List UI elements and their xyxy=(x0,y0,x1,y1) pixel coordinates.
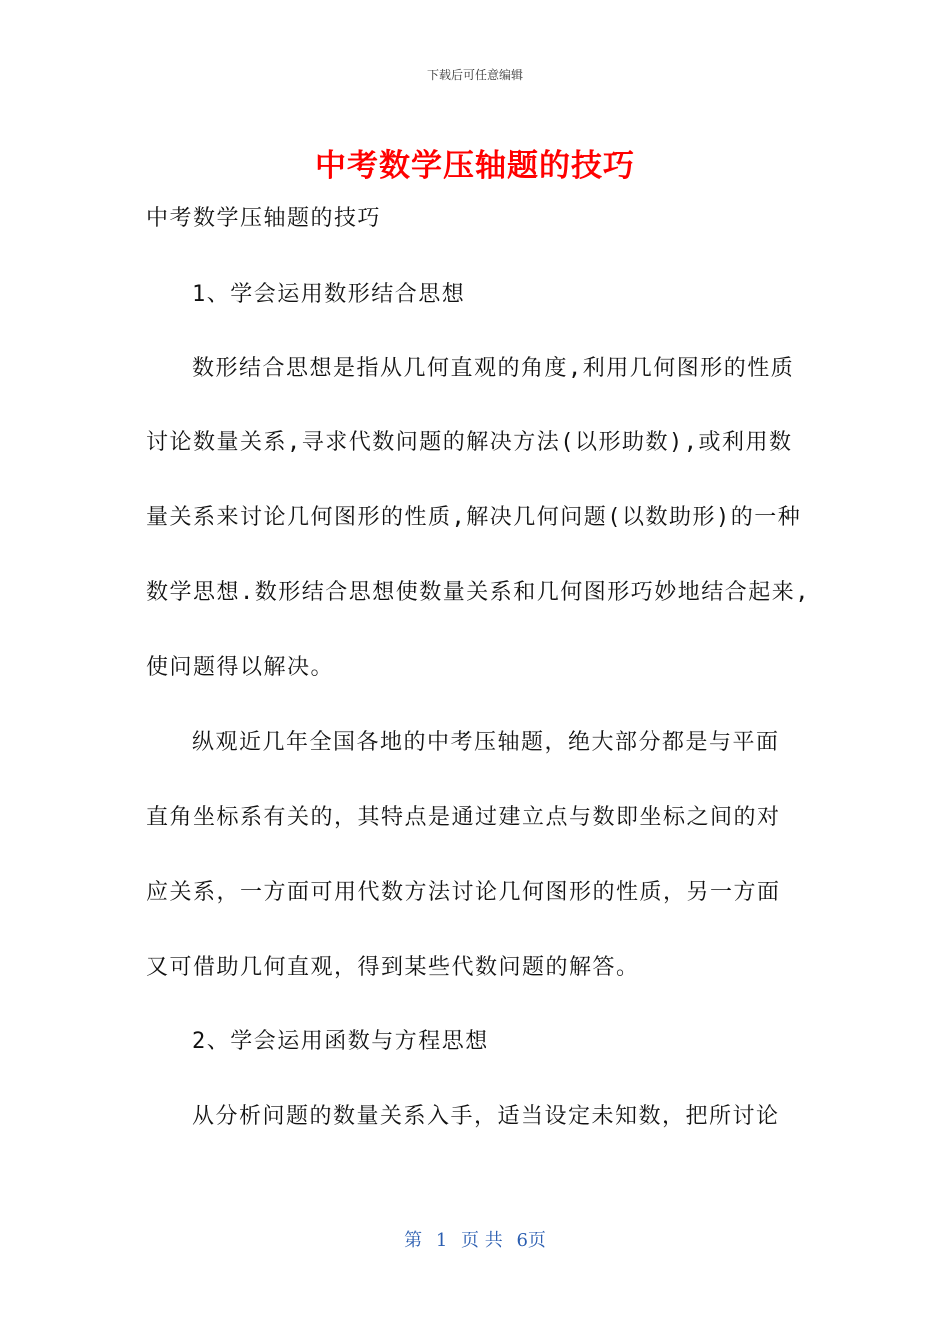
footer-prefix: 第 xyxy=(404,1230,423,1251)
body-line: 数形结合思想是指从几何直观的角度,利用几何图形的性质 xyxy=(192,356,795,381)
footer-page-number: 1 xyxy=(435,1230,448,1251)
document-title: 中考数学压轴题的技巧 xyxy=(315,148,635,184)
body-line: 应关系，一方面可用代数方法讨论几何图形的性质，另一方面 xyxy=(146,880,781,905)
header-note: 下载后可任意编辑 xyxy=(426,68,523,82)
page-footer xyxy=(0,1226,950,1252)
body-line: 又可借助几何直观，得到某些代数问题的解答。 xyxy=(146,955,640,980)
body-line: 讨论数量关系,寻求代数问题的解决方法(以形助数),或利用数 xyxy=(146,430,793,455)
body-line-section-2: 2、学会运用函数与方程思想 xyxy=(192,1029,489,1054)
footer-middle: 页 共 xyxy=(461,1230,503,1251)
body-line-subtitle: 中考数学压轴题的技巧 xyxy=(146,206,382,231)
body-line: 量关系来讨论几何图形的性质,解决几何问题(以数助形)的一种 xyxy=(146,505,802,530)
body-line: 直角坐标系有关的，其特点是通过建立点与数即坐标之间的对 xyxy=(146,805,781,830)
body-line: 使问题得以解决。 xyxy=(146,655,335,680)
footer-total: 6页 xyxy=(516,1230,546,1251)
body-line: 从分析问题的数量关系入手，适当设定未知数，把所讨论 xyxy=(192,1104,780,1129)
body-line-section-1: 1、学会运用数形结合思想 xyxy=(192,282,466,307)
body-line: 数学思想.数形结合思想使数量关系和几何图形巧妙地结合起来, xyxy=(146,580,810,605)
body-line: 纵观近几年全国各地的中考压轴题，绝大部分都是与平面 xyxy=(192,730,780,755)
